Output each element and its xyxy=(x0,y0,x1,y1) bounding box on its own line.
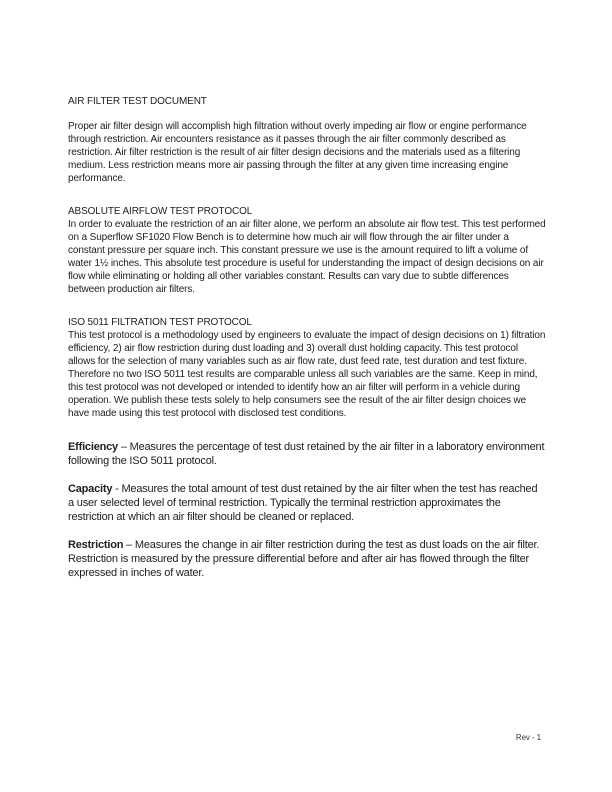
definition-term-efficiency: Efficiency xyxy=(68,441,118,453)
page-footer-revision: Rev - 1 xyxy=(515,733,541,742)
definition-term-restriction: Restriction xyxy=(68,539,124,551)
definition-capacity xyxy=(68,482,546,524)
section-body-absolute-airflow: In order to evaluate the restriction of an air filter alone, we perform an absolute air flow test. This test performed on a Superflow SF1020 Flow Bench is to determine how much air will flow through the air filter under a constant pressure per square inch. This constant pressure we use is the amount required to lift a volume of water 1½ inches. This absolute test procedure is useful for understanding the impact of design decisions on air flow while eliminating or holding all other variables constant. Results can vary due to subtle differences between production air filters. xyxy=(68,219,546,295)
intro-paragraph: Proper air filter design will accomplish high filtration without overly impeding air flow or engine performance through restriction. Air encounters resistance as it passes through the air filter commonly described as restriction. Air filter restriction is the result of air filter design decisions and the materials used as a filtering medium. Less restriction means more air passing through the filter at any given time increasing engine performance. xyxy=(68,121,527,184)
definitions-list xyxy=(68,440,546,580)
section-heading-absolute-airflow: ABSOLUTE AIRFLOW TEST PROTOCOL xyxy=(68,206,253,217)
section-absolute-airflow xyxy=(68,205,546,296)
section-iso-5011 xyxy=(68,316,546,420)
section-heading-iso-5011: ISO 5011 FILTRATION TEST PROTOCOL xyxy=(68,317,252,328)
section-body-iso-5011: This test protocol is a methodology used by engineers to evaluate the impact of design decisions on 1) filtration efficiency, 2) air flow restriction during dust loading and 3) overall dust holding capacity. This test protocol allows for the selection of many variables such as air flow rate, dust feed rate, test duration and test fixture. Therefore no two ISO 5011 test results are comparable unless all such variables are the same. Keep in mind, this test protocol was not developed or intended to identify how an air filter will perform in a vehicle during operation. We publish these tests solely to help consumers see the result of the air filter design choices we have made using this test protocol with disclosed test conditions. xyxy=(68,330,546,419)
definition-restriction xyxy=(68,538,546,580)
definition-body-efficiency: – Measures the percentage of test dust retained by the air filter in a laboratory environment following the ISO 5011 protocol. xyxy=(68,441,545,467)
definition-efficiency xyxy=(68,440,546,468)
definition-term-capacity: Capacity xyxy=(68,483,113,495)
definition-body-restriction: – Measures the change in air filter restriction during the test as dust loads on the air filter. Restriction is measured by the pressure differential before and after air has flowed through the filter expressed in inches of water. xyxy=(68,539,540,579)
definition-body-capacity: - Measures the total amount of test dust retained by the air filter when the test has reached a user selected level of terminal restriction. Typically the terminal restriction approximates the restriction at which an air filter should be cleaned or replaced. xyxy=(68,483,538,523)
document-title: AIR FILTER TEST DOCUMENT xyxy=(68,96,207,107)
document-content xyxy=(68,95,546,594)
